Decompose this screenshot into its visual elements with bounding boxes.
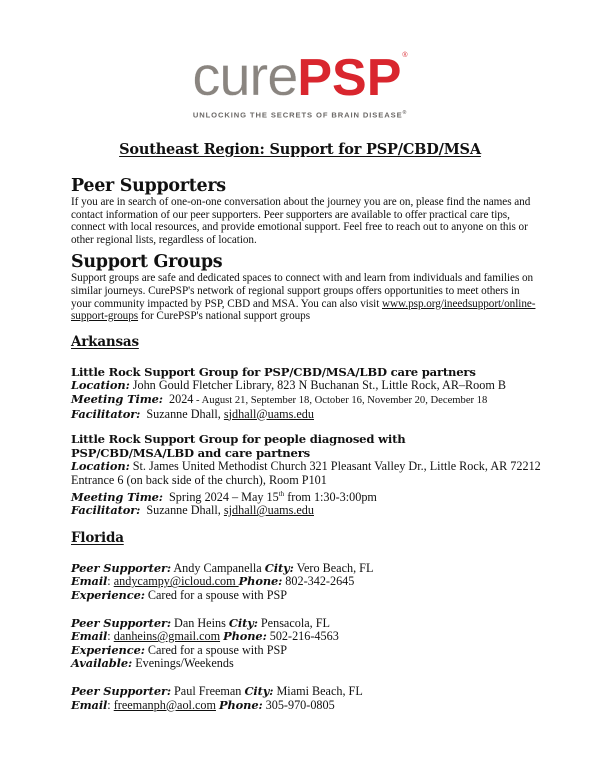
city-label: City: <box>244 683 274 698</box>
peer-name: Dan Heins <box>174 615 226 630</box>
support-groups-text-end: for CurePSP's national support groups <box>138 310 311 323</box>
peer-email-link[interactable]: danheins@gmail.com <box>113 629 221 644</box>
support-group-entry <box>71 366 541 421</box>
peer-supporter-entry <box>71 617 541 671</box>
facilitator-name: Suzanne Dhall, <box>146 503 224 518</box>
group-meeting-time <box>71 393 541 408</box>
peer-supporter-entry <box>71 685 541 712</box>
experience-value: Cared for a spouse with PSP <box>147 587 288 602</box>
peer-experience <box>71 644 541 658</box>
email-label: Email <box>71 697 108 712</box>
peer-contact <box>71 575 541 589</box>
available-value: Evenings/Weekends <box>135 656 234 671</box>
peer-contact <box>71 699 541 713</box>
document-body <box>71 176 541 712</box>
peer-email-link[interactable]: freemanph@aol.com <box>113 697 216 712</box>
peer-city: Pensacola, FL <box>260 615 330 630</box>
support-group-entry <box>71 433 541 518</box>
location-label: Location: <box>71 378 130 393</box>
meeting-time-label: Meeting Time: <box>71 391 163 406</box>
phone-label: Phone: <box>223 629 267 644</box>
document-title: Southeast Region: Support for PSP/CBD/MSA <box>119 141 481 158</box>
support-group-title: Little Rock Support Group for PSP/CBD/MSA/LBD care partners <box>71 364 476 379</box>
experience-label: Experience: <box>71 642 145 657</box>
phone-label: Phone: <box>238 574 283 589</box>
peer-phone: 802-342-2645 <box>285 574 355 589</box>
city-label: City: <box>228 615 258 630</box>
email-colon: : <box>107 629 114 644</box>
registered-mark: ® <box>402 52 408 59</box>
logo-tagline-text: UNLOCKING THE SECRETS OF BRAIN DISEASE <box>192 110 403 120</box>
peer-phone: 502-216-4563 <box>269 629 339 644</box>
ordinal-suffix: th <box>278 489 285 498</box>
peer-supporters-heading: Peer Supporters <box>71 176 226 196</box>
logo-word-cure: cure <box>192 44 298 107</box>
group-facilitator <box>71 408 541 422</box>
facilitator-email-link[interactable]: sjdhall@uams.edu <box>223 406 314 421</box>
peer-name-city <box>71 562 541 576</box>
location-label: Location: <box>71 459 130 474</box>
peer-supporter-label: Peer Supporter: <box>71 615 171 630</box>
meeting-time-hours: from 1:30-3:00pm <box>284 489 377 504</box>
tagline-registered-mark: ® <box>402 110 408 116</box>
peer-supporters-description: If you are in search of one-on-one conversation about the journey you are on, please find the names and contact information of our peer supporters. Peer supporters are available to offer practical care tips, connect with local resources, and provide emotional support. Feel free to reach out to anyone on this or other regional lists, regardless of location. <box>71 196 531 246</box>
peer-city: Vero Beach, FL <box>296 560 374 575</box>
phone-label: Phone: <box>219 697 263 712</box>
support-group-title: Little Rock Support Group for people diagnosed with PSP/CBD/MSA/LBD and care partners <box>71 432 406 460</box>
peer-phone: 305-970-0805 <box>265 697 335 712</box>
group-facilitator <box>71 504 541 518</box>
location-value: St. James United Methodist Church 321 Pleasant Valley Dr., Little Rock, AR 72212 Entrance 6 (on back side of the church), Room P101 <box>71 459 541 487</box>
peer-name-city <box>71 617 541 631</box>
support-groups-heading: Support Groups <box>71 252 223 273</box>
group-location <box>71 460 541 487</box>
peer-supporter-label: Peer Supporter: <box>71 560 171 575</box>
facilitator-label: Facilitator: <box>71 503 141 518</box>
logo-wordmark <box>192 44 408 107</box>
city-label: City: <box>264 560 294 575</box>
facilitator-email-link[interactable]: sjdhall@uams.edu <box>223 503 314 518</box>
meeting-time-value: Spring 2024 – May 15 <box>169 489 279 504</box>
email-colon: : <box>107 697 114 712</box>
peer-experience <box>71 589 541 603</box>
meeting-year: 2024 <box>169 391 194 406</box>
peer-city: Miami Beach, FL <box>276 683 363 698</box>
peer-name: Andy Campanella <box>173 560 262 575</box>
curepsp-logo <box>0 44 600 120</box>
peer-availability <box>71 657 541 671</box>
available-label: Available: <box>71 656 133 671</box>
peer-supporter-label: Peer Supporter: <box>71 683 171 698</box>
peer-name-city <box>71 685 541 699</box>
meeting-dates: - August 21, September 18, October 16, November 20, December 18 <box>193 394 488 406</box>
email-label: Email <box>71 629 108 644</box>
online-support-groups-link[interactable]: www.psp.org/ineedsupport/online-support-groups <box>71 297 536 323</box>
logo-tagline <box>0 110 600 120</box>
state-heading-florida: Florida <box>71 529 124 546</box>
facilitator-name: Suzanne Dhall, <box>146 406 224 421</box>
support-groups-text: Support groups are safe and dedicated spaces to connect with and learn from individuals and families on similar journeys. CurePSP's network of regional support groups offers opportunities to meet others in your community impacted by PSP, CBD and MSA. You can also visit <box>71 272 534 310</box>
peer-name: Paul Freeman <box>174 683 242 698</box>
peer-email-link[interactable]: andycampy@icloud.com <box>113 574 239 589</box>
meeting-time-label: Meeting Time: <box>71 489 163 504</box>
support-groups-description <box>71 272 541 322</box>
peer-contact <box>71 630 541 644</box>
facilitator-label: Facilitator: <box>71 406 141 421</box>
email-label: Email <box>71 574 108 589</box>
group-meeting-time <box>71 488 541 505</box>
location-value: John Gould Fletcher Library, 823 N Buchanan St., Little Rock, AR–Room B <box>132 378 507 393</box>
experience-label: Experience: <box>71 587 145 602</box>
email-colon: : <box>107 574 114 589</box>
peer-supporter-entry <box>71 562 541 603</box>
experience-value: Cared for a spouse with PSP <box>147 642 288 657</box>
logo-word-psp: PSP <box>297 49 402 107</box>
group-location <box>71 379 541 393</box>
state-heading-arkansas: Arkansas <box>71 333 139 350</box>
